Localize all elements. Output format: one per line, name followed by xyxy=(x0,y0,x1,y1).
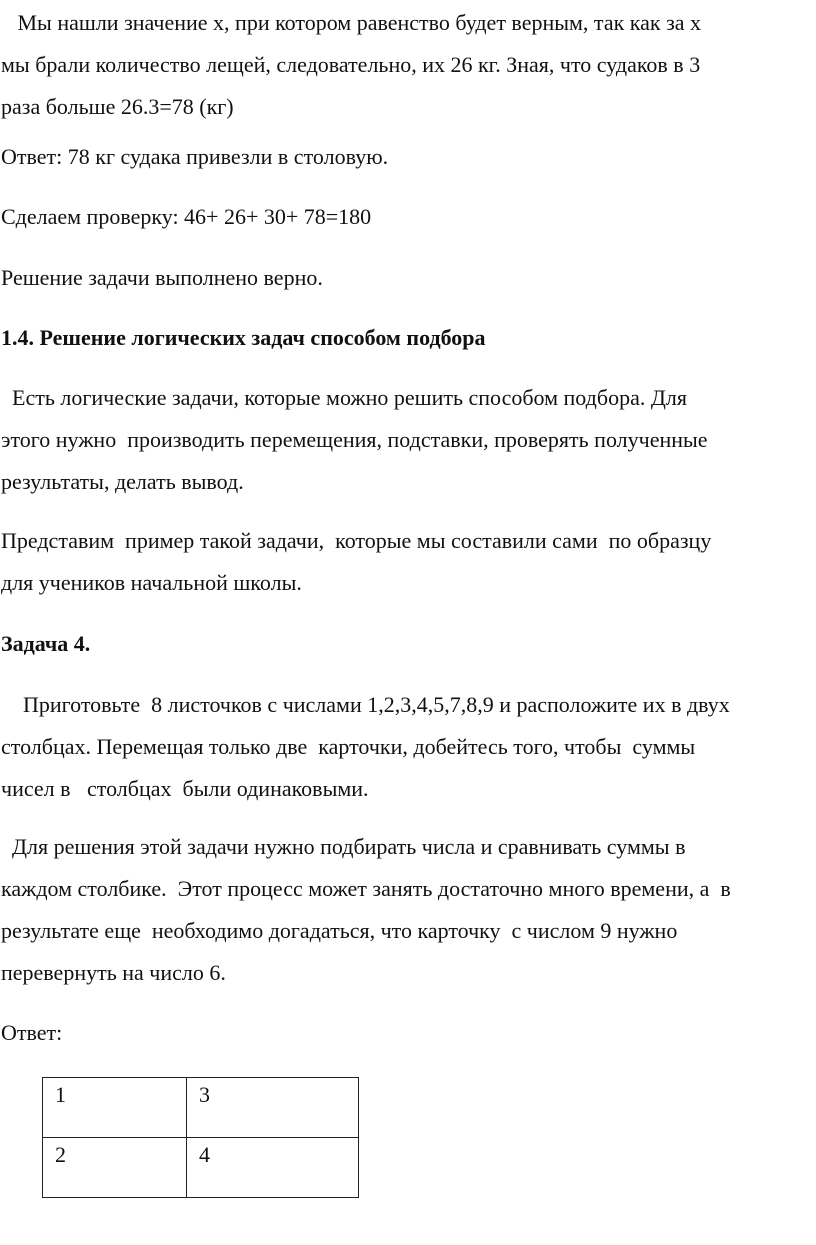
text-line: каждом столбике. Этот процесс может занять достаточно много времени, а в xyxy=(1,876,731,901)
section-heading xyxy=(1,317,813,359)
text-line: перевернуть на число 6. xyxy=(1,960,226,985)
paragraph-example xyxy=(1,520,813,604)
paragraph-solution-continuation xyxy=(1,2,813,128)
paragraph-intro xyxy=(1,377,813,503)
table-cell: 1 xyxy=(43,1078,187,1138)
answer-label xyxy=(1,1012,813,1054)
text-line: чисел в столбцах были одинаковыми. xyxy=(1,776,369,801)
paragraph-solution-method xyxy=(1,826,813,994)
task-title-text: Задача 4. xyxy=(1,631,91,656)
answer-table xyxy=(42,1077,359,1198)
text-line: столбцах. Перемещая только две карточки, добейтесь того, чтобы суммы xyxy=(1,734,696,759)
text-line: этого нужно производить перемещения, подставки, проверять полученные xyxy=(1,427,708,452)
text-line: мы брали количество лещей, следовательно, их 26 кг. Зная, что судаков в 3 xyxy=(1,52,701,77)
table-row xyxy=(43,1138,359,1198)
table-cell: 2 xyxy=(43,1138,187,1198)
text-line: Представим пример такой задачи, которые мы составили сами по образцу xyxy=(1,528,712,553)
paragraph-answer xyxy=(1,136,813,178)
paragraph-check xyxy=(1,196,813,238)
text-line: Приготовьте 8 листочков с числами 1,2,3,4,5,7,8,9 и расположите их в двух xyxy=(1,692,730,717)
text-line: результате еще необходимо догадаться, что карточку с числом 9 нужно xyxy=(1,918,678,943)
check-text: Сделаем проверку: 46+ 26+ 30+ 78=180 xyxy=(1,204,372,229)
text-line: Есть логические задачи, которые можно решить способом подбора. Для xyxy=(1,385,687,410)
table-row xyxy=(43,1078,359,1138)
answer-text: Ответ: 78 кг судака привезли в столовую. xyxy=(1,144,389,169)
text-line: Для решения этой задачи нужно подбирать числа и сравнивать суммы в xyxy=(1,834,686,859)
task-title xyxy=(1,623,813,665)
text-line: раза больше 26.3=78 (кг) xyxy=(1,94,234,119)
table-cell: 4 xyxy=(187,1138,359,1198)
text-line: Мы нашли значение х, при котором равенство будет верным, так как за х xyxy=(1,10,702,35)
paragraph-task xyxy=(1,684,813,810)
answer-label-text: Ответ: xyxy=(1,1020,63,1045)
heading-text: 1.4. Решение логических задач способом подбора xyxy=(1,325,486,350)
text-line: результаты, делать вывод. xyxy=(1,469,244,494)
text-line: для учеников начальной школы. xyxy=(1,570,302,595)
paragraph-conclusion xyxy=(1,257,813,299)
table-cell: 3 xyxy=(187,1078,359,1138)
conclusion-text: Решение задачи выполнено верно. xyxy=(1,265,323,290)
